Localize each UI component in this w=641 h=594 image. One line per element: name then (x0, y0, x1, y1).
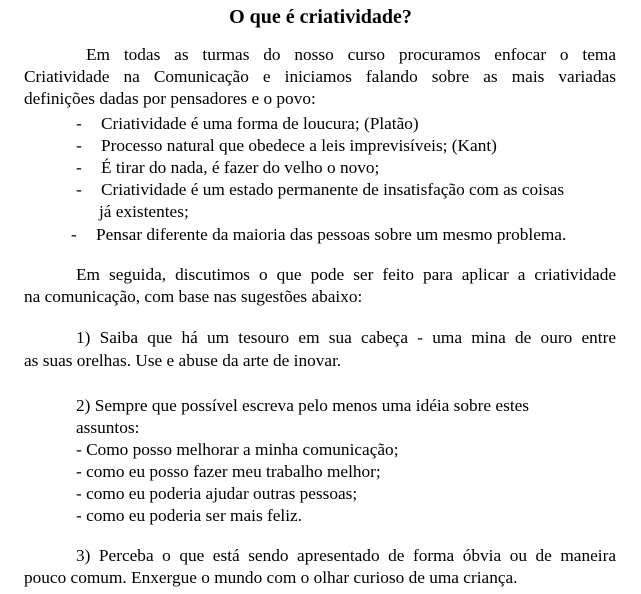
para2-line-1: Em seguida, discutimos o que pode ser feito para aplicar a criatividade (76, 265, 616, 284)
tip1-line-1: 1) Saiba que há um tesouro em sua cabeça - uma mina de ouro entre (76, 328, 616, 347)
intro-line-3: definições dadas por pensadores e o povo: (24, 89, 316, 108)
tip2-item: - como eu poderia ajudar outras pessoas; (76, 484, 358, 503)
list-bullet: - (76, 114, 82, 133)
list-item: Pensar diferente da maioria das pessoas sobre um mesmo problema. (96, 225, 567, 244)
tip3-line-1: 3) Perceba o que está sendo apresentado de forma óbvia ou de maneira (76, 546, 616, 565)
list-bullet: - (71, 225, 77, 244)
list-item: Criatividade é uma forma de loucura; (Platão) (101, 114, 419, 133)
list-item: Criatividade é um estado permanente de insatisfação com as coisas (101, 180, 565, 199)
tip2-line-1: 2) Sempre que possível escreva pelo menos uma idéia sobre estes (76, 396, 530, 415)
tip2-item: - como eu posso fazer meu trabalho melhor; (76, 462, 381, 481)
tip2-item: - Como posso melhorar a minha comunicação; (76, 440, 399, 459)
list-bullet: - (76, 180, 82, 199)
list-bullet: - (76, 158, 82, 177)
list-item: Processo natural que obedece a leis imprevisíveis; (Kant) (101, 136, 497, 155)
page-title: O que é criatividade? (229, 6, 412, 28)
list-item-continuation: já existentes; (99, 202, 189, 221)
list-bullet: - (76, 136, 82, 155)
intro-line-2: Criatividade na Comunicação e iniciamos falando sobre as mais variadas (24, 67, 616, 86)
tip2-item: - como eu poderia ser mais feliz. (76, 506, 303, 525)
list-item: É tirar do nada, é fazer do velho o novo; (101, 158, 380, 177)
tip1-line-2: as suas orelhas. Use e abuse da arte de inovar. (24, 351, 342, 370)
tip3-line-2: pouco comum. Enxergue o mundo com o olhar curioso de uma criança. (24, 568, 518, 587)
tip2-line-2: assuntos: (76, 418, 140, 437)
para2-line-2: na comunicação, com base nas sugestões abaixo: (24, 287, 363, 306)
intro-line-1: Em todas as turmas do nosso curso procuramos enfocar o tema (86, 45, 616, 64)
